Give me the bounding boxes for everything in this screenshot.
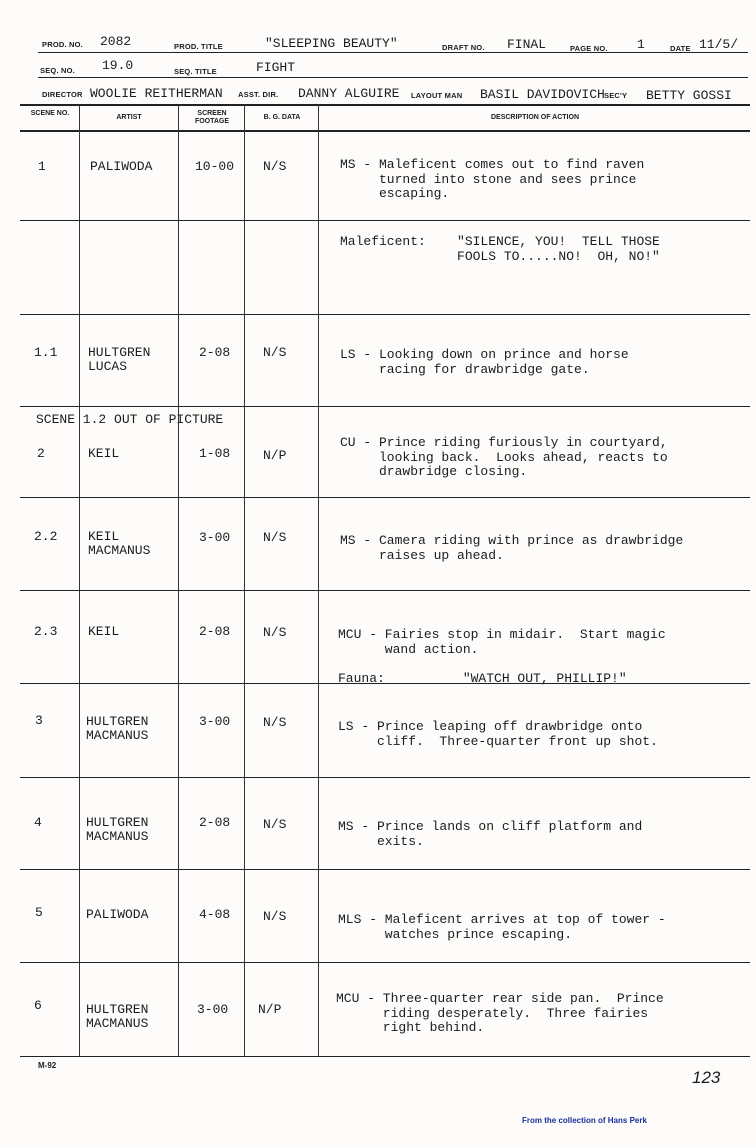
artist-name: KEIL <box>88 446 120 461</box>
screen-footage: 3-00 <box>197 1002 229 1017</box>
bg-data: N/S <box>263 625 287 640</box>
scene-number: 1 <box>38 159 46 174</box>
row-rule <box>20 1056 750 1057</box>
screen-footage: 3-00 <box>199 714 231 729</box>
seq-no: 19.0 <box>102 58 134 73</box>
collection-credit: From the collection of Hans Perk <box>522 1116 647 1125</box>
action-description: MLS - Maleficent arrives at top of tower - watches prince escaping. <box>338 912 666 942</box>
scene-number: 2.3 <box>34 624 58 639</box>
scene-number: 3 <box>35 713 43 728</box>
col-header-scene: SCENE NO. <box>30 110 70 117</box>
screen-footage: 2-08 <box>199 624 231 639</box>
prod-title: "SLEEPING BEAUTY" <box>265 36 398 51</box>
col-divider-4 <box>318 105 319 1057</box>
bg-data: N/S <box>263 817 287 832</box>
action-description: CU - Prince riding furiously in courtyard, looking back. Looks ahead, reacts to drawbridge closing. <box>340 435 668 479</box>
layout-man-label: LAYOUT MAN <box>411 91 463 100</box>
artist-name: HULTGREN MACMANUS <box>86 1002 149 1031</box>
asst-dir-label: ASST. DIR. <box>238 90 279 99</box>
col-divider-1 <box>79 105 80 1057</box>
artist-name: PALIWODA <box>86 907 149 922</box>
bg-data: N/S <box>263 345 287 360</box>
col-divider-2 <box>178 105 179 1057</box>
director-label: DIRECTOR <box>42 90 83 99</box>
layout-man: BASIL DAVIDOVICH <box>480 87 605 102</box>
action-description: LS - Prince leaping off drawbridge onto cliff. Three-quarter front up shot. <box>338 719 658 749</box>
draft-no: FINAL <box>507 37 547 52</box>
scene-number: 2 <box>37 446 45 461</box>
header-rule-2 <box>38 77 748 78</box>
dialogue-line: Maleficent: "SILENCE, YOU! TELL THOSE FOOLS TO.....NO! OH, NO!" <box>340 234 660 264</box>
bg-data: N/S <box>263 530 287 545</box>
action-description: MCU - Fairies stop in midair. Start magic wand action. <box>338 627 666 657</box>
secy: BETTY GOSSI <box>646 88 732 103</box>
row-rule <box>20 590 750 591</box>
scene-number: 2.2 <box>34 529 58 544</box>
screen-footage: 10-00 <box>195 159 235 174</box>
row-rule <box>20 962 750 963</box>
screen-footage: 4-08 <box>199 907 231 922</box>
screen-footage: 2-08 <box>199 815 231 830</box>
page-no-label: PAGE NO. <box>570 44 608 53</box>
scene-number: 6 <box>34 998 42 1013</box>
col-header-description: DESCRIPTION OF ACTION <box>490 114 580 121</box>
screen-footage: 2-08 <box>199 345 231 360</box>
artist-name: HULTGREN MACMANUS <box>86 714 149 743</box>
seq-no-label: SEQ. NO. <box>40 66 75 75</box>
scene-number: 1.1 <box>34 345 58 360</box>
prod-no-label: PROD. NO. <box>42 40 83 49</box>
row-rule <box>20 220 750 221</box>
bg-data: N/S <box>263 159 287 174</box>
scene-number: 4 <box>34 815 42 830</box>
table-top-rule <box>20 104 750 106</box>
secy-label: SEC'Y <box>604 91 628 100</box>
header-rule-1 <box>38 52 748 53</box>
draft-no-label: DRAFT NO. <box>442 43 485 52</box>
action-description: MCU - Three-quarter rear side pan. Prince riding desperately. Three fairies right behind. <box>336 991 664 1035</box>
date-label: DATE <box>670 44 691 53</box>
artist-name: PALIWODA <box>90 159 153 174</box>
action-description: LS - Looking down on prince and horse racing for drawbridge gate. <box>340 347 629 377</box>
screen-footage: 3-00 <box>199 530 231 545</box>
out-of-picture-note: SCENE 1.2 OUT OF PICTURE <box>36 412 224 427</box>
bg-data: N/S <box>263 909 287 924</box>
screen-footage: 1-08 <box>199 446 231 461</box>
bg-data: N/P <box>258 1002 282 1017</box>
page-no: 1 <box>637 37 645 52</box>
action-description: MS - Prince lands on cliff platform and exits. <box>338 819 643 849</box>
seq-title: FIGHT <box>256 60 296 75</box>
action-description: MS - Maleficent comes out to find raven turned into stone and sees prince escaping. <box>340 157 645 201</box>
artist-name: HULTGREN MACMANUS <box>86 815 149 844</box>
form-code: M-92 <box>38 1061 57 1070</box>
prod-no: 2082 <box>100 34 132 49</box>
col-divider-3 <box>244 105 245 1057</box>
artist-name: HULTGREN LUCAS <box>88 345 151 374</box>
bg-data: N/S <box>263 715 287 730</box>
scene-number: 5 <box>35 905 43 920</box>
action-description: MS - Camera riding with prince as drawbridge raises up ahead. <box>340 533 684 563</box>
row-rule <box>20 869 750 870</box>
artist-name: KEIL MACMANUS <box>88 529 151 558</box>
date: 11/5/ <box>699 37 739 52</box>
row-rule <box>20 406 750 407</box>
col-header-bg: B. G. DATA <box>263 114 301 121</box>
col-header-footage: SCREEN FOOTAGE <box>194 110 230 125</box>
row-rule <box>20 497 750 498</box>
col-header-artist: ARTIST <box>116 114 142 121</box>
row-rule <box>20 777 750 778</box>
seq-title-label: SEQ. TITLE <box>174 67 217 76</box>
director: WOOLIE REITHERMAN <box>90 86 223 101</box>
bg-data: N/P <box>263 448 287 463</box>
artist-name: KEIL <box>88 624 120 639</box>
prod-title-label: PROD. TITLE <box>174 42 223 51</box>
table-header-rule <box>20 130 750 132</box>
row-rule <box>20 314 750 315</box>
asst-dir: DANNY ALGUIRE <box>298 86 400 101</box>
dialogue-line: Fauna: "WATCH OUT, PHILLIP!" <box>338 671 627 686</box>
handwritten-page-mark: 123 <box>692 1068 721 1087</box>
